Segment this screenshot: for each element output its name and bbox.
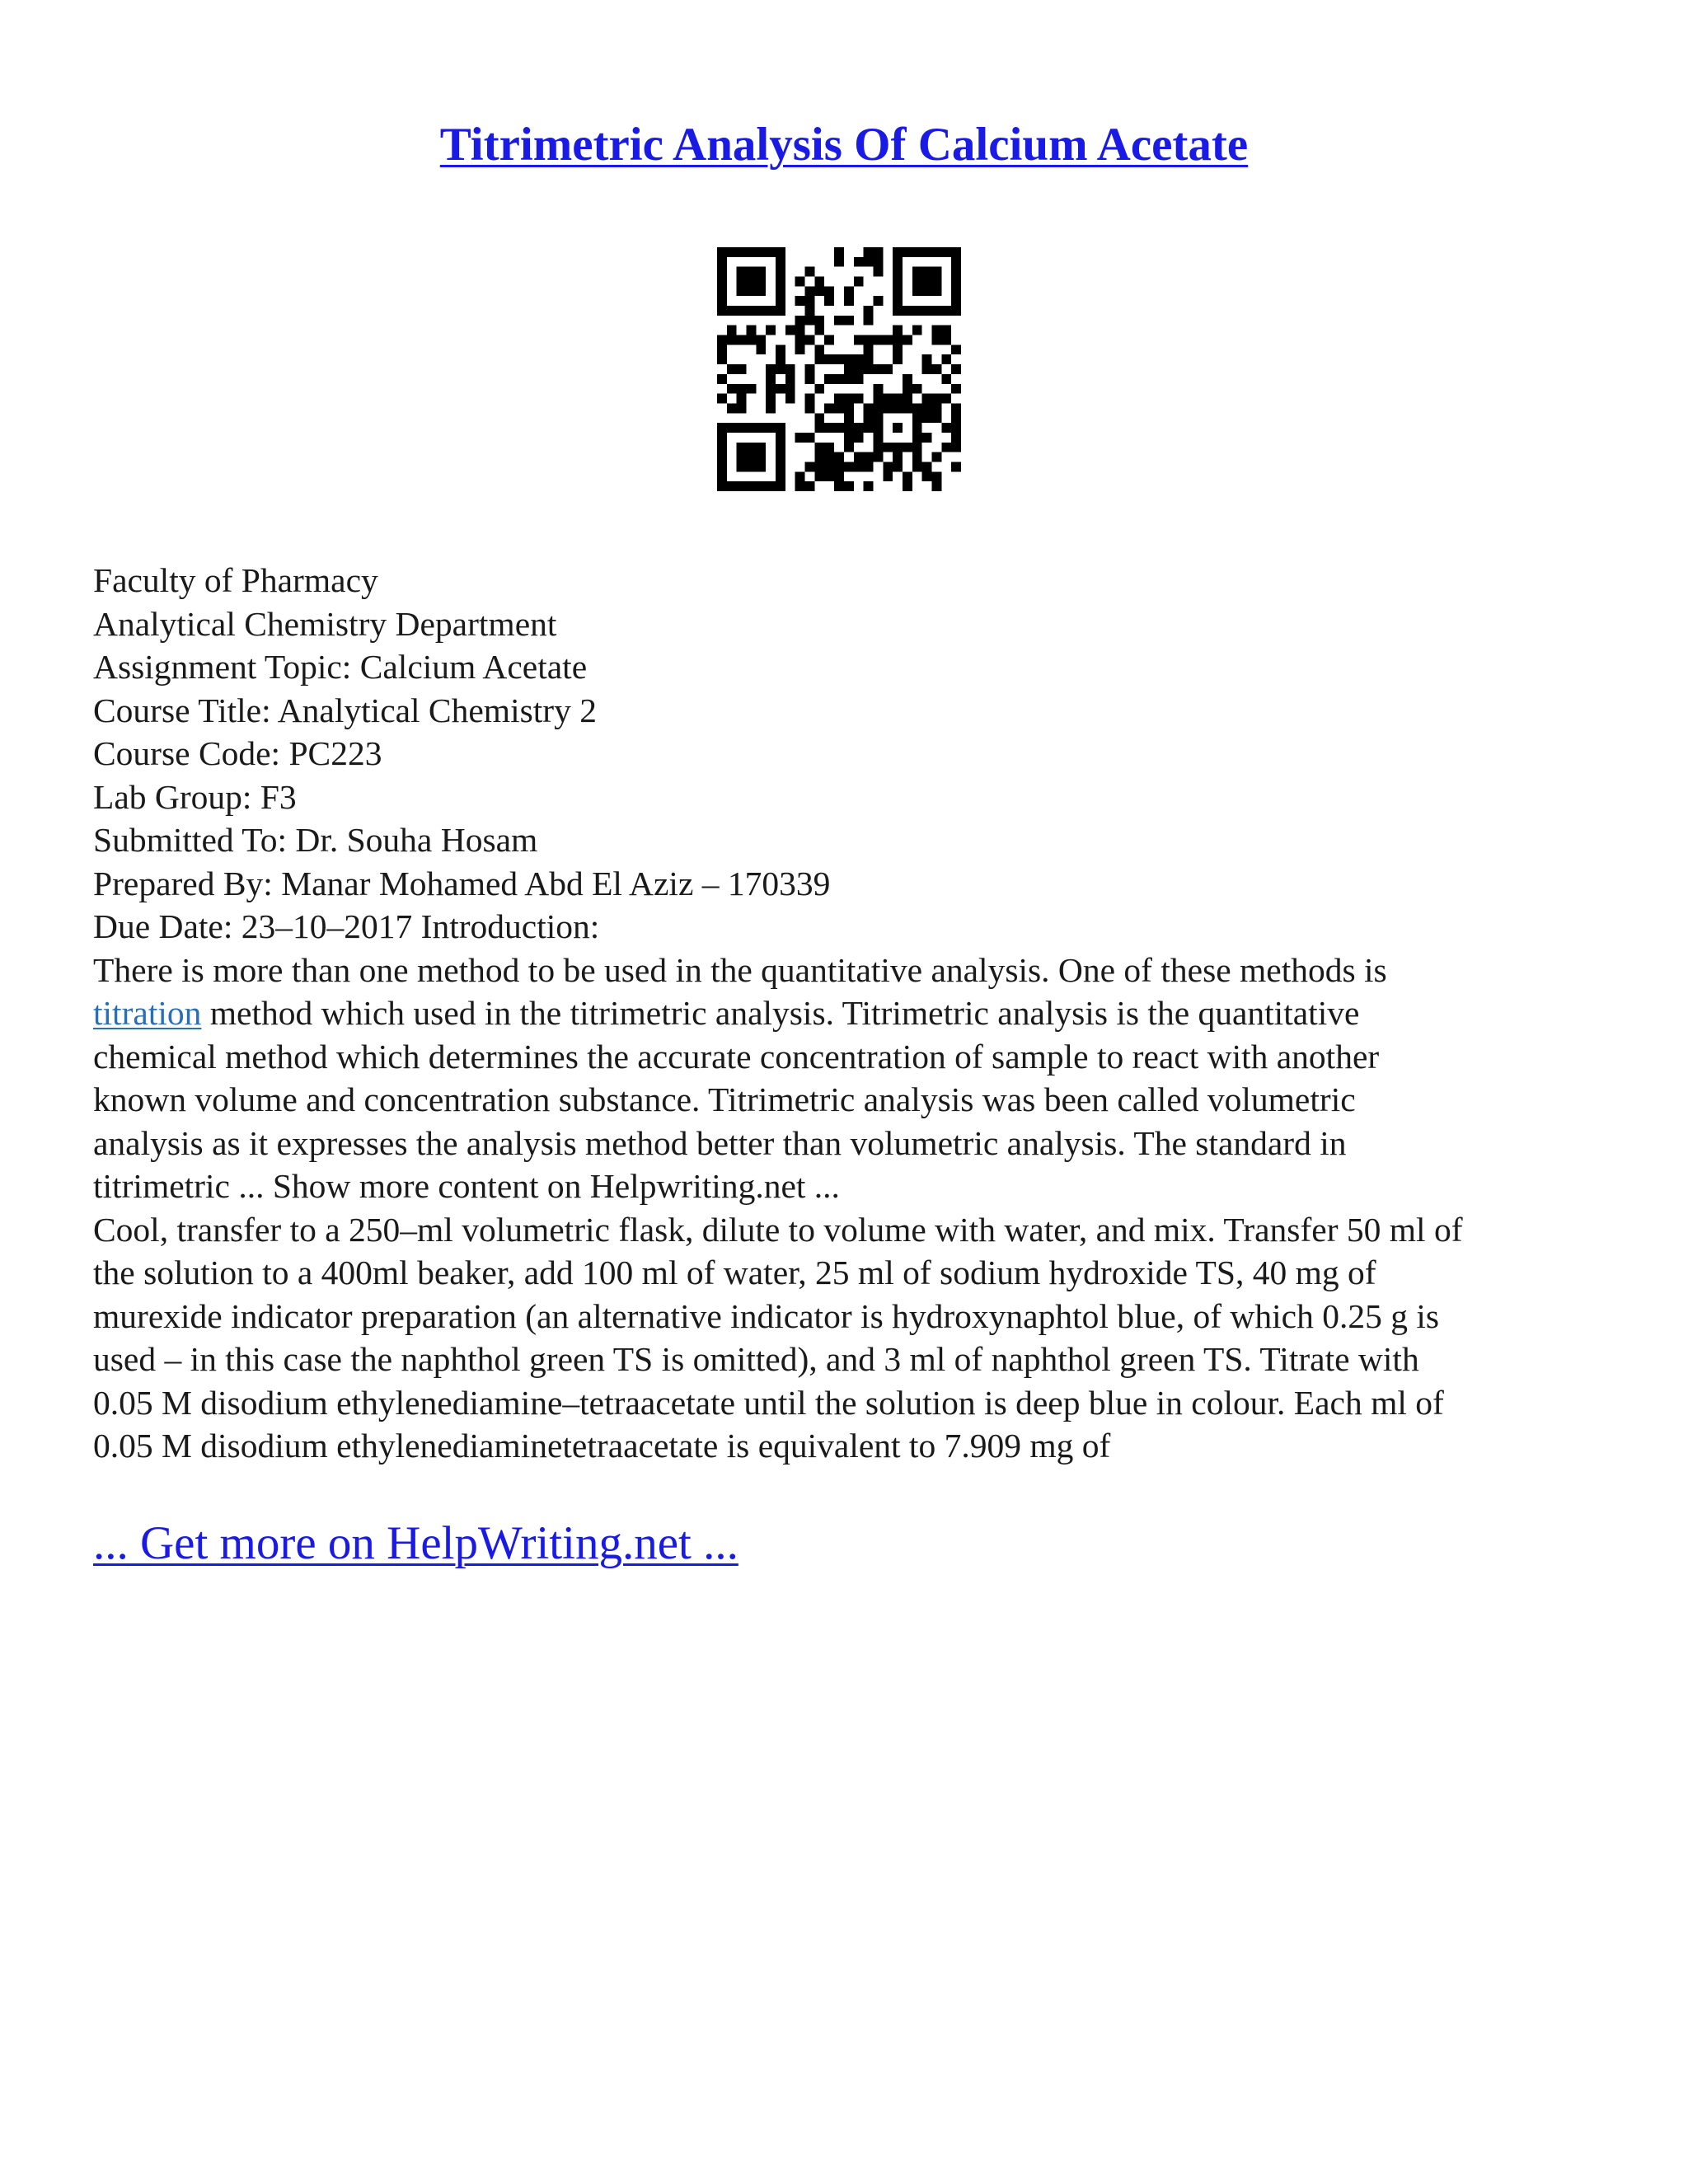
intro-line-rest: method which used in the titrimetric analysis. Titrimetric analysis is the quantitative [201, 994, 1360, 1032]
header-line-lab-group: Lab Group: F3 [93, 777, 297, 816]
procedure-line: Cool, transfer to a 250–ml volumetric flask, dilute to volume with water, and mix. Transfer 50 ml of [93, 1210, 1463, 1249]
page-title [0, 115, 1688, 175]
header-line-course-code: Course Code: PC223 [93, 734, 382, 772]
procedure-line: 0.05 M disodium ethylenediamine–tetraacetate until the solution is deep blue in colour. Each ml of [93, 1383, 1444, 1422]
intro-line-show-more: titrimetric ... Show more content on Helpwriting.net ... [93, 1167, 840, 1205]
header-line-topic: Assignment Topic: Calcium Acetate [93, 648, 588, 686]
intro-line: chemical method which determines the accurate concentration of sample to react with another [93, 1037, 1380, 1076]
intro-line: known volume and concentration substance. Titrimetric analysis was been called volumetric [93, 1080, 1356, 1118]
header-line-course-title: Course Title: Analytical Chemistry 2 [93, 691, 597, 729]
procedure-line: used – in this case the naphthol green TS is omitted), and 3 ml of naphthol green TS. Titrate with [93, 1340, 1419, 1378]
header-line-department: Analytical Chemistry Department [93, 604, 557, 643]
intro-line: analysis as it expresses the analysis method better than volumetric analysis. The standard in [93, 1123, 1347, 1162]
intro-line-with-link [93, 991, 1610, 1035]
procedure-line: murexide indicator preparation (an alternative indicator is hydroxynaphtol blue, of which 0.25 g is [93, 1296, 1440, 1335]
procedure-line: 0.05 M disodium ethylenediaminetetraacetate is equivalent to 7.909 mg of [93, 1427, 1111, 1465]
titration-link[interactable]: titration [93, 994, 202, 1032]
header-line-submitted-to: Submitted To: Dr. Souha Hosam [93, 821, 538, 859]
get-more-link[interactable]: ... Get more on HelpWriting.net ... [93, 1517, 738, 1569]
get-more-link-container [93, 1515, 738, 1572]
header-line-prepared-by: Prepared By: Manar Mohamed Abd El Aziz – 170339 [93, 864, 831, 902]
intro-line: There is more than one method to be used in the quantitative analysis. One of these methods is [93, 950, 1387, 989]
document-body [93, 559, 1610, 1468]
header-line-faculty: Faculty of Pharmacy [93, 561, 378, 599]
qr-code-icon [717, 247, 961, 491]
header-line-due-date: Due Date: 23–10–2017 Introduction: [93, 907, 600, 945]
title-link[interactable]: Titrimetric Analysis Of Calcium Acetate [439, 119, 1249, 171]
procedure-line: the solution to a 400ml beaker, add 100 ml of water, 25 ml of sodium hydroxide TS, 40 mg of [93, 1254, 1376, 1291]
